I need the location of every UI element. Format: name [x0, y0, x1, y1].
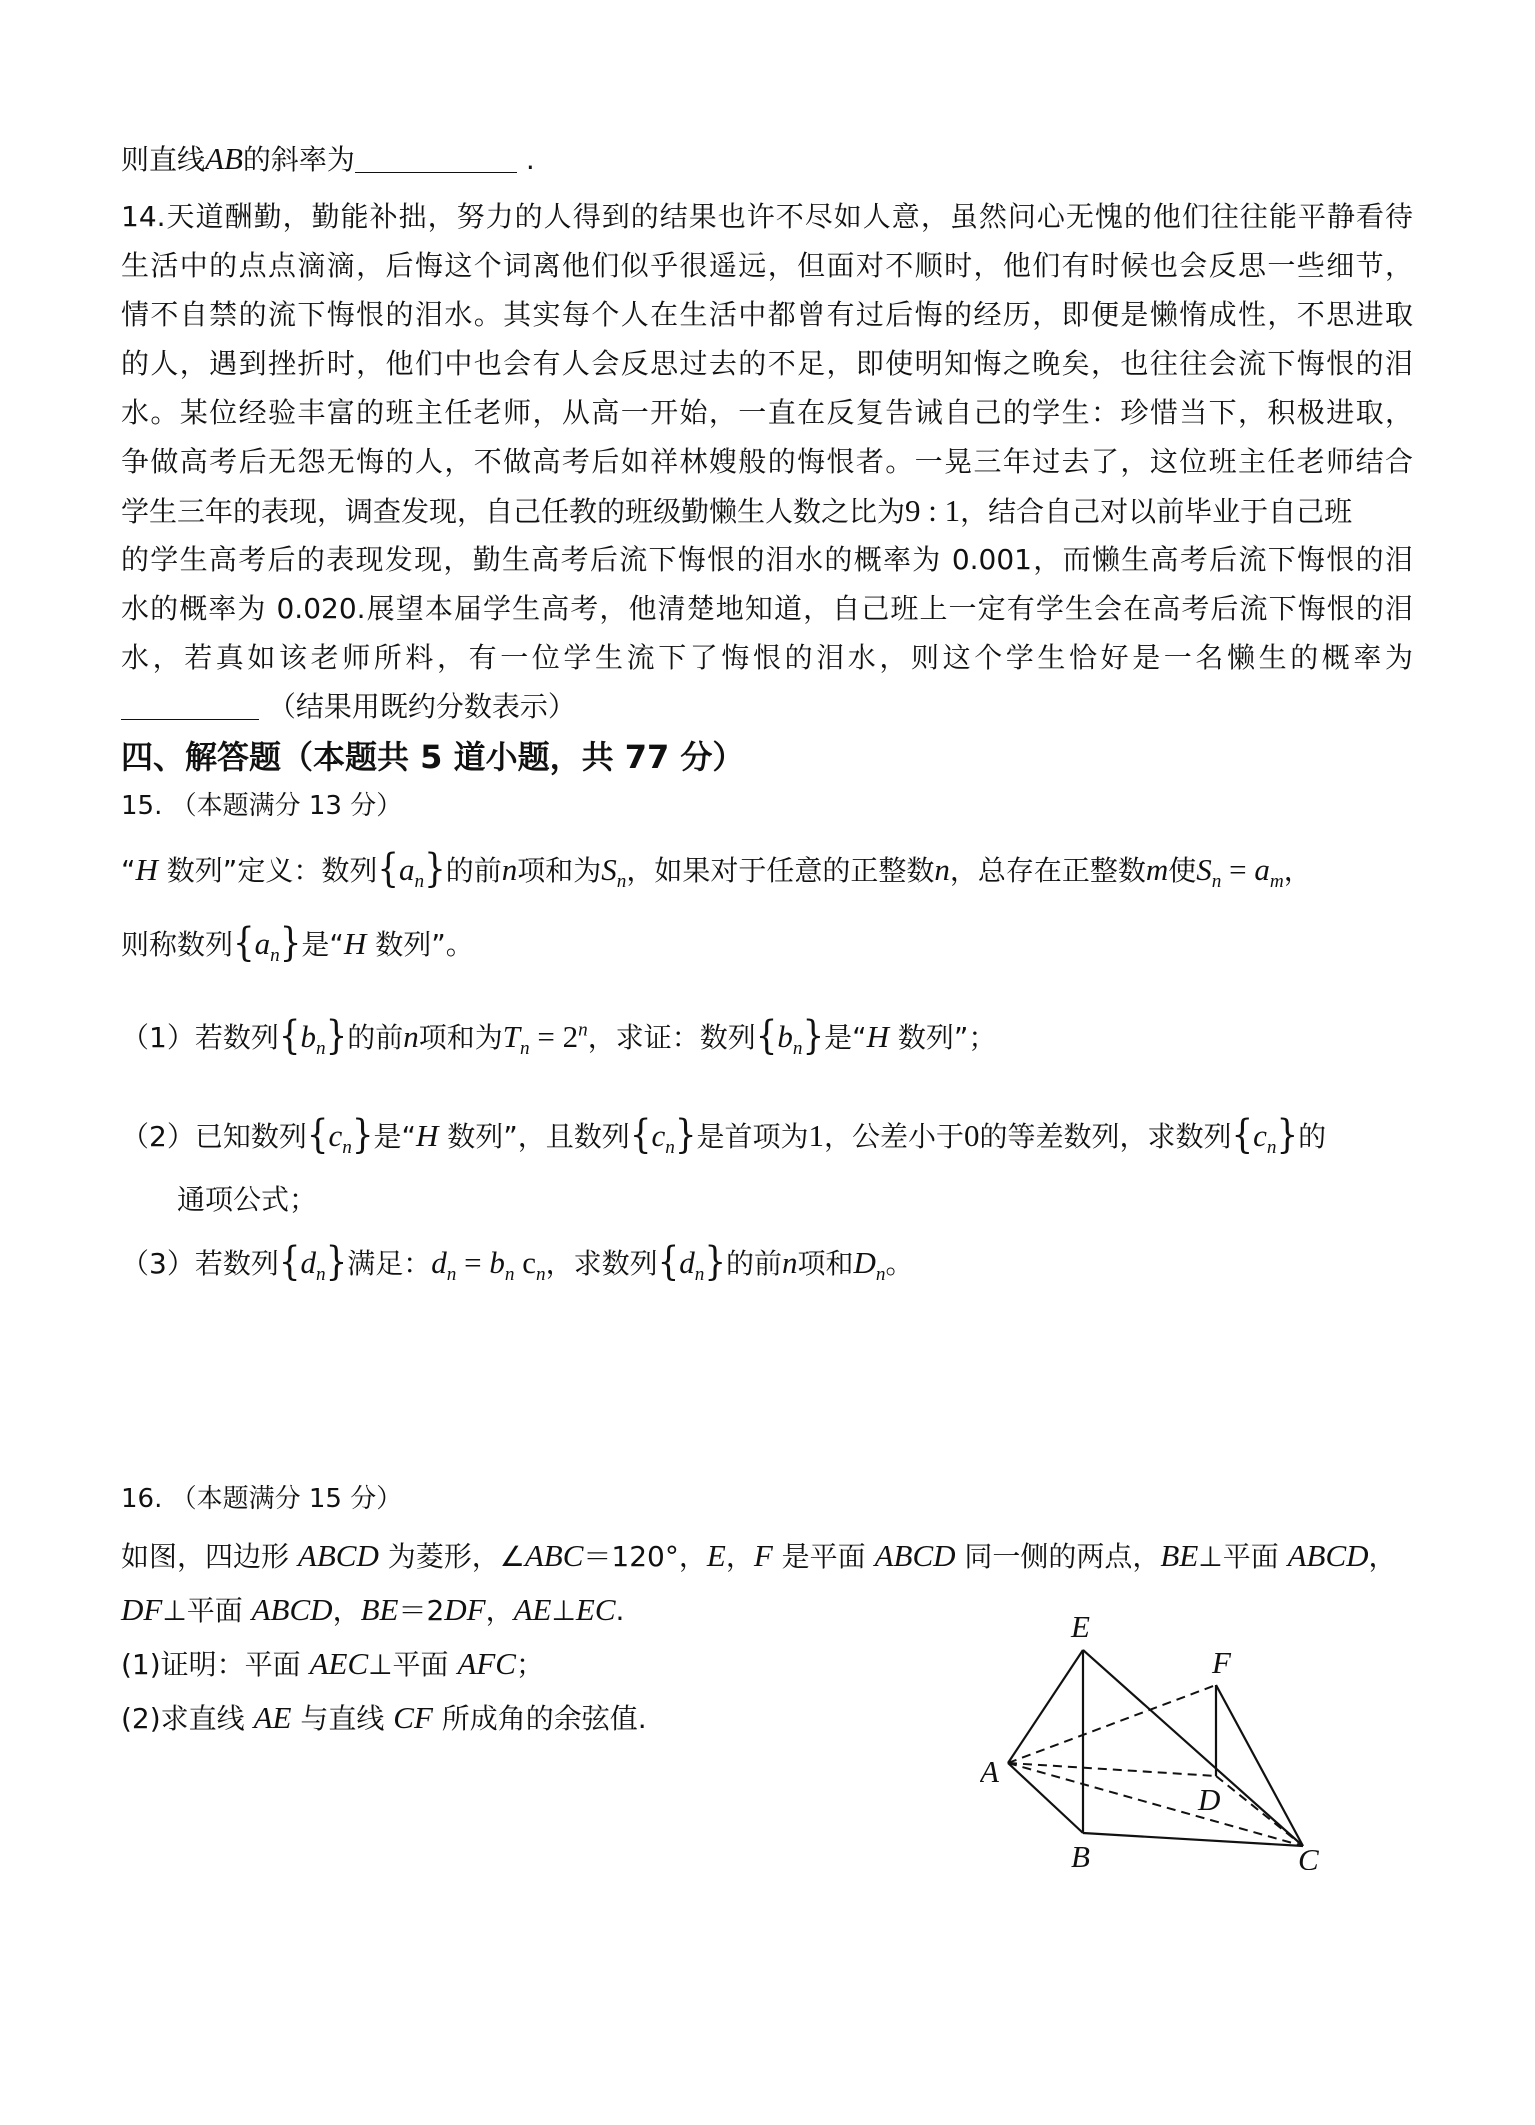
- var-cn: $c_n$: [651, 1118, 675, 1159]
- brace: }: [351, 1112, 374, 1158]
- var: ABCD: [1287, 1538, 1369, 1573]
- var-ab: AB: [205, 141, 243, 176]
- q14-line: 争做高考后无怨无悔的人，不做高考后如祥林嫂般的悔恨者。一晃三年过去了，这位班主任老师结合: [121, 445, 1413, 478]
- formula-dn: $d_n = b_n$ $c_n$: [431, 1245, 546, 1286]
- text: 的前: [347, 1021, 404, 1054]
- answer-blank[interactable]: [121, 719, 259, 720]
- brace: }: [325, 1013, 348, 1059]
- text: 学生三年的表现，调查发现，自己任教的班级勤懒生人数之比为: [121, 495, 906, 528]
- text: （2）已知数列: [121, 1120, 307, 1153]
- text: ，总存在正整数: [949, 854, 1146, 887]
- label-a: A: [980, 1754, 999, 1789]
- var: CF: [393, 1700, 433, 1735]
- edge-af: [1008, 1685, 1216, 1763]
- geometry-figure: [980, 1605, 1360, 1870]
- var-n: n: [781, 1245, 798, 1280]
- q13-slope-line: [121, 140, 1413, 179]
- q15-part3: [121, 1239, 1413, 1286]
- var-h: H: [866, 1019, 890, 1054]
- text: ⊥平面: [368, 1648, 458, 1681]
- text: 是首项为: [696, 1120, 809, 1153]
- var: EC: [575, 1592, 616, 1627]
- var-h: H: [135, 852, 158, 887]
- text: ；: [516, 1648, 545, 1681]
- text: ，: [332, 1594, 361, 1627]
- q14-line: 水。某位经验丰富的班主任老师，从高一开始，一直在反复告诫自己的学生：珍惜当下，积极进取，: [121, 396, 1413, 429]
- text: ，: [485, 1594, 514, 1627]
- brace: }: [704, 1239, 726, 1285]
- var-cn: $c_n$: [1253, 1118, 1277, 1159]
- text: ＝2: [398, 1594, 445, 1627]
- q14-line: 水的概率为 0.020.展望本届学生高考，他清楚地知道，自己班上一定有学生会在高考后流下悔恨的泪: [121, 592, 1413, 625]
- text: 。: [885, 1247, 914, 1280]
- number: 1: [808, 1118, 824, 1153]
- q14-line: 生活中的点点滴滴，后悔这个词离他们似乎很遥远，但面对不顺时，他们有时候也会反思一些细节，: [121, 249, 1413, 282]
- text: ⊥平面: [1198, 1540, 1288, 1573]
- brace: {: [233, 920, 255, 966]
- text: 是“: [373, 1120, 416, 1153]
- brace: {: [377, 846, 399, 892]
- text: （1）若数列: [121, 1021, 279, 1054]
- brace: {: [629, 1112, 652, 1158]
- q16-header: 16. （本题满分 15 分）: [121, 1484, 403, 1514]
- brace: }: [674, 1112, 697, 1158]
- text: ⊥: [551, 1594, 576, 1627]
- q14-line: 14.天道酬勤，勤能补拙，努力的人得到的结果也许不尽如人意，虽然问心无愧的他们往往能平静看待: [121, 200, 1413, 233]
- text: 是平面: [772, 1540, 875, 1573]
- text: 的: [1298, 1120, 1327, 1153]
- text: 如图，四边形: [121, 1540, 298, 1573]
- text: 则直线: [121, 143, 206, 176]
- q14-line: 的学生高考后的表现发现，勤生高考后流下悔恨的泪水的概率为 0.001，而懒生高考后流下悔恨的泪: [121, 543, 1413, 576]
- number: 0: [964, 1118, 980, 1153]
- edge-ec: [1083, 1650, 1303, 1846]
- text: ，: [1368, 1540, 1397, 1573]
- text: 分）: [669, 738, 745, 776]
- text: 项和为: [517, 854, 602, 887]
- text: ，求数列: [545, 1247, 658, 1280]
- var-cn: $c_n$: [328, 1118, 352, 1159]
- q14-line: 水，若真如该老师所料，有一位学生流下了悔恨的泪水，则这个学生恰好是一名懒生的概率为: [121, 641, 1413, 674]
- brace: }: [802, 1013, 825, 1059]
- text: 与直线: [291, 1702, 394, 1735]
- var: AEC: [309, 1646, 369, 1681]
- label-d: D: [1198, 1782, 1221, 1817]
- text: 的斜率为: [242, 143, 355, 176]
- ratio: 9 : 1: [905, 493, 961, 528]
- label-b: B: [1071, 1839, 1090, 1870]
- text: 满足：: [347, 1247, 432, 1280]
- var: BE: [1160, 1538, 1199, 1573]
- count: 5: [420, 738, 443, 776]
- var-h: H: [416, 1118, 439, 1153]
- text: 四、解答题（本题共: [121, 738, 421, 776]
- var: ABC: [524, 1538, 584, 1573]
- text: ，: [725, 1540, 754, 1573]
- text: ，公差小于: [823, 1120, 964, 1153]
- text: 道小题，共: [442, 738, 625, 776]
- edge-ae: [1008, 1650, 1083, 1763]
- text: 数列”。: [366, 928, 474, 961]
- brace: }: [424, 846, 446, 892]
- var: AE: [513, 1592, 552, 1627]
- q15-part2-cont: 通项公式；: [177, 1183, 318, 1216]
- q15-part1: [121, 1013, 1413, 1060]
- var-sn: $S_n$: [601, 852, 627, 893]
- edge-ad: [1008, 1763, 1216, 1776]
- text: 的前: [725, 1247, 782, 1280]
- brace: {: [1231, 1112, 1254, 1158]
- text: ，求证：数列: [587, 1021, 756, 1054]
- text: （结果用既约分数表示）: [267, 690, 576, 723]
- var: DF: [121, 1592, 163, 1627]
- q15-part2: [121, 1112, 1413, 1159]
- q14-answer-line: [121, 688, 1413, 726]
- var-dn: $d_n$: [300, 1245, 326, 1286]
- q15-header: 15. （本题满分 13 分）: [121, 791, 403, 821]
- text: (1)证明：平面: [121, 1648, 310, 1681]
- text: 使: [1168, 854, 1197, 887]
- brace: {: [657, 1239, 680, 1285]
- text: ⊥平面: [162, 1594, 252, 1627]
- q15-definition: “H 数列”定义：数列$\{a_n\}$的前n项和为$S_n$，如果对于任意的正整数n，总存在正整数m使$S_n = a_m$，: [121, 846, 1312, 893]
- var: AE: [253, 1700, 292, 1735]
- text: 数列”；: [889, 1021, 997, 1054]
- text: ＝120°，: [583, 1540, 707, 1573]
- edge-fc: [1216, 1685, 1303, 1846]
- var-Dn: $D_n$: [853, 1245, 886, 1286]
- var-n: n: [934, 852, 950, 887]
- var: AFC: [457, 1646, 516, 1681]
- var-dn: $d_n$: [679, 1245, 705, 1286]
- brace: }: [279, 920, 302, 966]
- score: 77: [624, 738, 670, 776]
- q16-line1: [121, 1537, 1413, 1576]
- text: .: [615, 1594, 625, 1627]
- brace: {: [278, 1013, 301, 1059]
- text: （3）若数列: [121, 1247, 279, 1280]
- q14-line: [121, 492, 1413, 531]
- var-h: H: [343, 926, 367, 961]
- text: 项和: [797, 1247, 854, 1280]
- var: BE: [360, 1592, 399, 1627]
- text: 数列”定义：数列: [157, 854, 378, 887]
- var: ABCD: [874, 1538, 956, 1573]
- formula-tn: $T_n = 2^n$: [502, 1019, 588, 1060]
- var-n: n: [501, 852, 518, 887]
- text: 的等差数列，求数列: [979, 1120, 1232, 1153]
- label-e: E: [1071, 1609, 1090, 1644]
- var: F: [753, 1538, 773, 1573]
- label-f: F: [1212, 1645, 1231, 1680]
- var-m: m: [1145, 852, 1169, 887]
- text: 的前: [445, 854, 502, 887]
- var: DF: [444, 1592, 486, 1627]
- brace: }: [325, 1239, 348, 1285]
- text: ，结合自己对以前毕业于自己班: [960, 495, 1353, 528]
- text: 是“: [824, 1021, 867, 1054]
- text: 是“: [301, 928, 344, 961]
- formula-sn-am: $S_n = a_m$: [1196, 852, 1284, 893]
- text: .: [525, 143, 535, 176]
- var: ABCD: [251, 1592, 333, 1627]
- brace: {: [755, 1013, 778, 1059]
- text: 数列”，且数列: [438, 1120, 630, 1153]
- text: 项和为: [418, 1021, 503, 1054]
- var-n: n: [403, 1019, 419, 1054]
- section-title: [121, 738, 1413, 776]
- text: 所成角的余弦值.: [432, 1702, 647, 1735]
- text: (2)求直线: [121, 1702, 254, 1735]
- var-bn: $b_n$: [777, 1019, 803, 1060]
- var-bn: $b_n$: [300, 1019, 326, 1060]
- var: ABCD: [297, 1538, 379, 1573]
- brace: {: [306, 1112, 329, 1158]
- text: ，如果对于任意的正整数: [626, 854, 935, 887]
- brace: }: [1276, 1112, 1299, 1158]
- text: “: [121, 854, 136, 887]
- text: 则称数列: [121, 928, 234, 961]
- var-an: $a_n$: [254, 926, 280, 967]
- brace: {: [278, 1239, 301, 1285]
- var: E: [706, 1538, 726, 1573]
- q14-line: 情不自禁的流下悔恨的泪水。其实每个人在生活中都曾有过后悔的经历，即便是懒惰成性，不思进取: [121, 298, 1413, 331]
- q15-definition-cont: [121, 920, 1413, 967]
- q14-line: 的人，遇到挫折时，他们中也会有人会反思过去的不足，即使明知悔之晚矣，也往往会流下悔恨的泪: [121, 347, 1413, 380]
- edge-bc: [1083, 1833, 1303, 1846]
- text: 同一侧的两点，: [955, 1540, 1161, 1573]
- text: 为菱形，∠: [378, 1540, 525, 1573]
- label-c: C: [1298, 1842, 1319, 1870]
- answer-blank[interactable]: [355, 172, 517, 173]
- var-an: $a_n$: [398, 852, 425, 893]
- edge-dc: [1216, 1776, 1303, 1846]
